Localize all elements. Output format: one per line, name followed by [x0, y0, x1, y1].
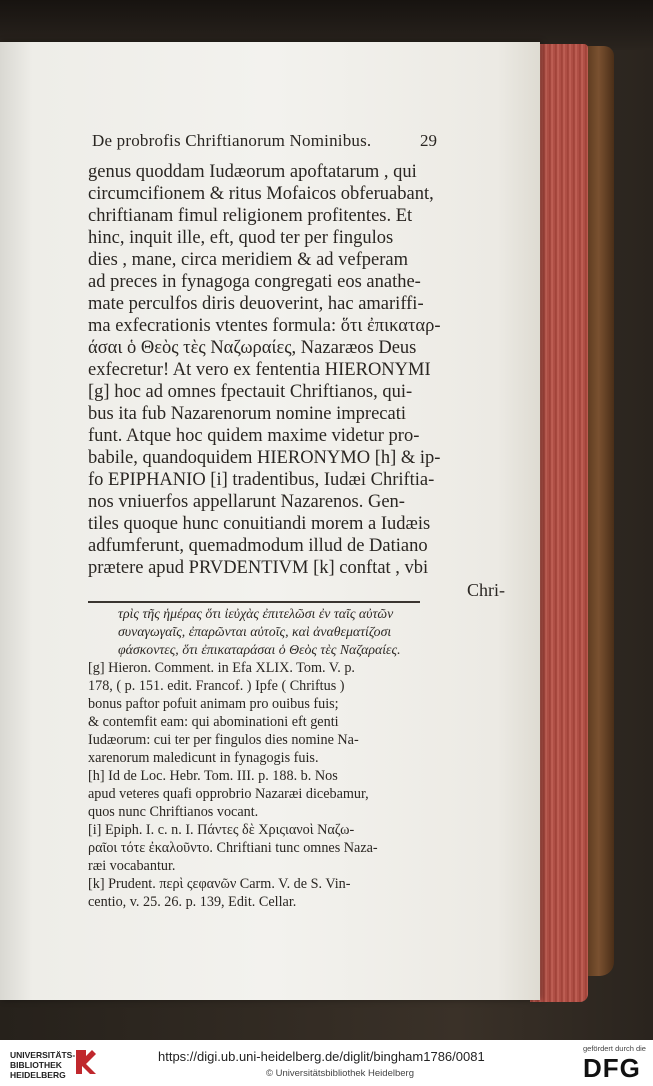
body-line: funt. Atque hoc quidem maxime videtur pro-: [88, 426, 420, 446]
body-line: chriftianam fimul religionem profitentes. Et: [88, 206, 413, 226]
page-number: 29: [420, 131, 437, 150]
footnote-line: 178, ( p. 151. edit. Francof. ) Ipfe ( Chriftus ): [88, 678, 345, 694]
body-line: tiles quoque hunc conuitiandi morem a Iudæis: [88, 514, 431, 534]
university-library-logo[interactable]: [10, 1046, 104, 1080]
body-line: circumcifionem & ritus Mofaicos obferuabant,: [88, 184, 434, 204]
book-cover-board: [586, 46, 614, 976]
library-name-line: BIBLIOTHEK: [10, 1060, 62, 1070]
body-line: exfecretur! At vero ex fententia HIERONYMI: [88, 360, 431, 380]
body-line: ad preces in fynagoga congregati eos anathe-: [88, 272, 421, 292]
footnote-line: centio, v. 25. 26. p. 139, Edit. Cellar.: [88, 894, 297, 910]
footnote-line: [h] Id de Loc. Hebr. Tom. III. p. 188. b. Nos: [88, 768, 338, 784]
footnote-line: [k] Prudent. περὶ ςεφανῶν Carm. V. de S. Vin-: [88, 876, 351, 892]
body-line: mate perculfos diris deuoverint, hac amariffi-: [88, 294, 424, 314]
greek-line: φάσκοντες, ὅτι ἐπικαταράσαι ὁ Θεὸς τὲς Ναζαραίες.: [118, 642, 401, 657]
body-line: hinc, inquit ille, eft, quod ter per fingulos: [88, 228, 394, 248]
body-line: nos vniuerfos appellarunt Nazarenos. Gen-: [88, 492, 405, 512]
viewer-footer: [0, 1040, 653, 1086]
catchword: Chri-: [467, 580, 505, 600]
greek-line: τρὶς τῆς ἡμέρας ὅτι ἰεὐχὰς ἐπιτελῶσι ἐν ταῖς αὐτῶν: [118, 606, 394, 621]
footnote-line: [i] Epiph. I. c. n. I. Πάντες δὲ Χριςιανοὶ Ναζω-: [88, 822, 355, 838]
body-line: άσαι ὁ Θεὸς τὲς Ναζωραίες, Nazaræos Deus: [88, 338, 417, 358]
dfg-funding-caption: gefördert durch die: [583, 1044, 646, 1053]
footnote-line: xarenorum maledicunt in fynagogis fuis.: [88, 750, 319, 766]
body-line: [g] hoc ad omnes fpectauit Chriftianos, qui-: [88, 382, 413, 402]
library-emblem-icon: [74, 1048, 98, 1076]
body-line: prætere apud PRVDENTIVM [k] conftat , vbi: [88, 558, 429, 578]
page-url-link[interactable]: https://digi.ub.uni-heidelberg.de/diglit/bingham1786/0081: [158, 1049, 485, 1064]
library-name-line: UNIVERSITÄTS-: [10, 1050, 76, 1060]
body-line: ma exfecrationis vtentes formula: ὅτι ἐπικαταρ-: [88, 316, 441, 336]
footnote-line: quos nunc Chriftianos vocant.: [88, 804, 259, 820]
body-line: genus quoddam Iudæorum apoftatarum , qui: [88, 162, 417, 182]
greek-line: συναγωγαῖς, ἐπαρῶνται αὐτοῖς, καὶ ἀναθεματίζοσι: [118, 624, 392, 639]
body-line: adfumferunt, quemadmodum illud de Datiano: [88, 536, 428, 556]
footnote-rule: [88, 601, 420, 603]
footnote-line: bonus paftor pofuit animam pro ouibus fuis;: [88, 696, 339, 712]
copyright-notice: © Universitätsbibliothek Heidelberg: [266, 1068, 414, 1079]
library-name-line: HEIDELBERG: [10, 1070, 66, 1080]
footnote-line: ræi vocabantur.: [88, 858, 176, 874]
footnote-line: apud veteres quafi opprobrio Nazaræi dicebamur,: [88, 786, 369, 802]
body-line: babile, quandoquidem HIERONYMO [h] & ip-: [88, 448, 441, 468]
footnote-line: [g] Hieron. Comment. in Efa XLIX. Tom. V. p.: [88, 660, 355, 676]
body-line: fo EPIPHANIO [i] tradentibus, Iudæi Chriftia-: [88, 470, 435, 490]
running-header: De probrofis Chriftianorum Nominibus.: [92, 131, 372, 150]
body-line: bus ita fub Nazarenorum nomine imprecati: [88, 404, 406, 424]
dfg-logo[interactable]: DFG: [583, 1053, 641, 1083]
footnote-line: & contemfit eam: qui abominationi eft genti: [88, 714, 339, 730]
body-line: dies , mane, circa meridiem & ad vefperam: [88, 250, 409, 270]
footnote-line: Iudæorum: cui ter per fingulos dies nomine Na-: [88, 732, 359, 748]
footnote-line: ραῖοι τότε ἐκαλοῦντο. Chriftiani tunc omnes Naza-: [88, 840, 378, 856]
